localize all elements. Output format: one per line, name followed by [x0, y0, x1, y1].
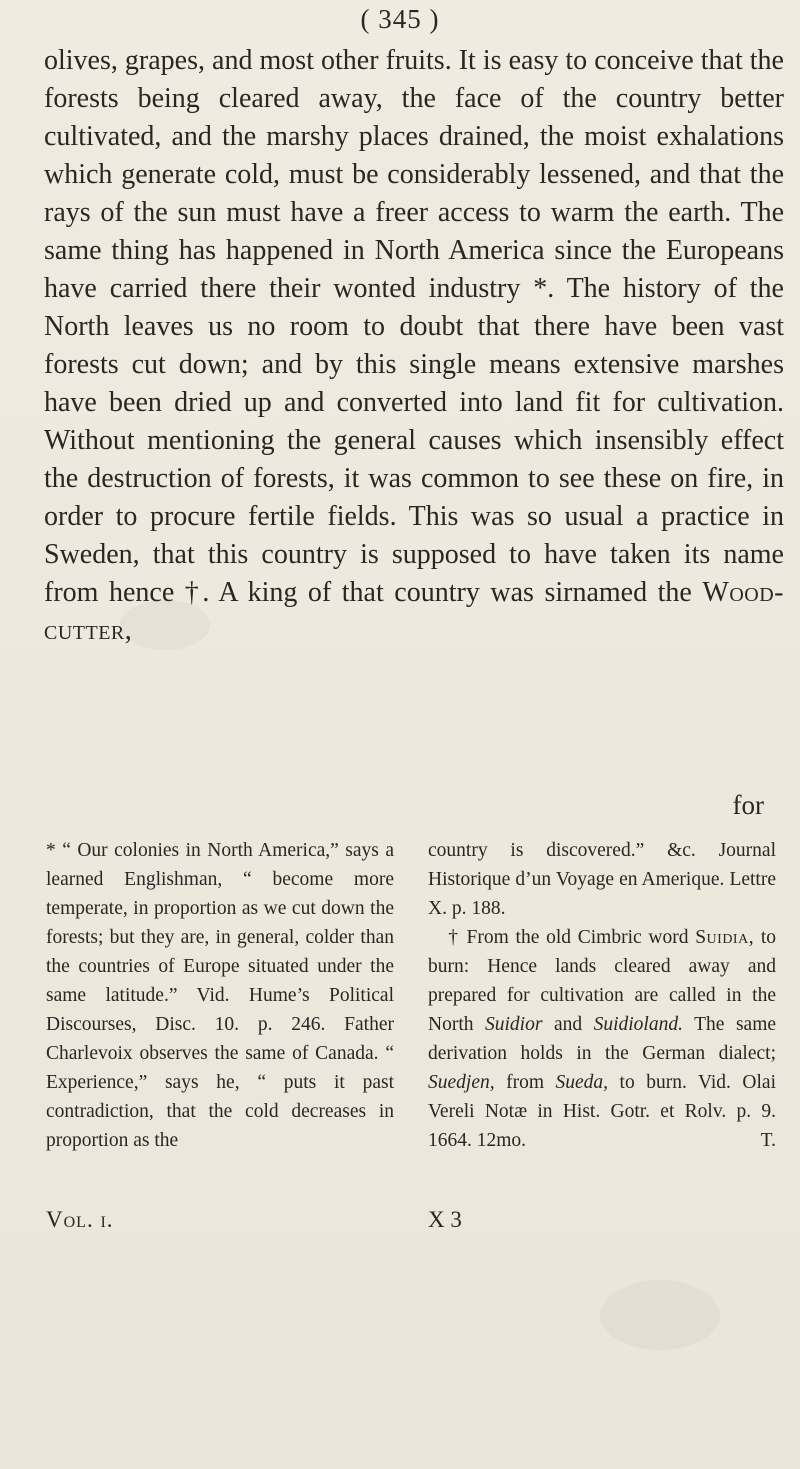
body-smallcaps-term: Wood-cutter, [44, 577, 784, 646]
fn-dagger-text: The same derivation holds in the German dialect; [428, 1014, 777, 1064]
fn-dagger-text: and [553, 1014, 583, 1035]
paper-stain [600, 1280, 720, 1350]
fn-dagger-text: from [506, 1072, 545, 1093]
signature-mark: X 3 [428, 1207, 462, 1232]
catchword: for [732, 790, 764, 820]
fn-dagger-italic: Suedjen, [428, 1072, 495, 1093]
footnote-dagger [428, 923, 776, 1155]
fn-dagger-text: to burn: Hence lands cleared away and prepared for cultivation are called in the North [428, 927, 776, 1035]
footnote-star: * “ Our colonies in North America,” says a learned Englishman, “ become more temperate, in proportion as we cut down the forests; but they are, in general, colder than the countries of Europe situated under the same latitude.” Vid. Hume’s Political Discourses, Disc. 10. p. 246. Father Charlevoix observes the same of Canada. “ Experience,” says he, “ puts it past contradiction, that the cold decreases in proportion as the [46, 840, 394, 1151]
footnote-column-right [428, 836, 776, 1155]
volume-mark: Vol. i. [46, 1207, 114, 1232]
fn-dagger-italic: Sueda, [555, 1072, 609, 1093]
footnote-star-continued: country is discovered.” &c. Journal Historique d’un Voyage en Amerique. Lettre X. p. 188. [428, 840, 776, 919]
body-text: olives, grapes, and most other fruits. It is easy to conceive that the forests being cleared away, the face of the country better cultivated, and the marshy places drained, the moist exhalations which generate cold, must be considerably lessened, and that the rays of the sun must have a freer access to warm the earth. The same thing has happened in North America since the Europeans have carried there their wonted industry *. The history of the North leaves us no room to doubt that there have been vast forests cut down; and by this single means extensive marshes have been dried up and converted into land fit for cultivation. Without mentioning the general causes which insensibly effect the destruction of forests, it was common to see these on fire, in order to procure fertile fields. This was so usual a practice in Sweden, that this country is supposed to have taken its name from hence †. A king of that country was sirnamed the [44, 45, 784, 608]
fn-dagger-text: † From the old Cimbric word [448, 927, 689, 948]
page-number: ( 345 ) [360, 4, 440, 34]
fn-dagger-text: to burn. Vid. Olai Vereli Notæ in Hist. Gotr. et Rolv. p. 9. 1664. 12mo. [428, 1072, 776, 1151]
fn-dagger-smallcaps: Suidia, [695, 927, 755, 948]
body-paragraph [44, 42, 784, 650]
fn-translator-mark: T. [760, 1130, 776, 1151]
footnote-column-left [46, 836, 394, 1155]
fn-dagger-italic: Suidioland. [593, 1014, 683, 1035]
fn-dagger-italic: Suidior [485, 1014, 543, 1035]
